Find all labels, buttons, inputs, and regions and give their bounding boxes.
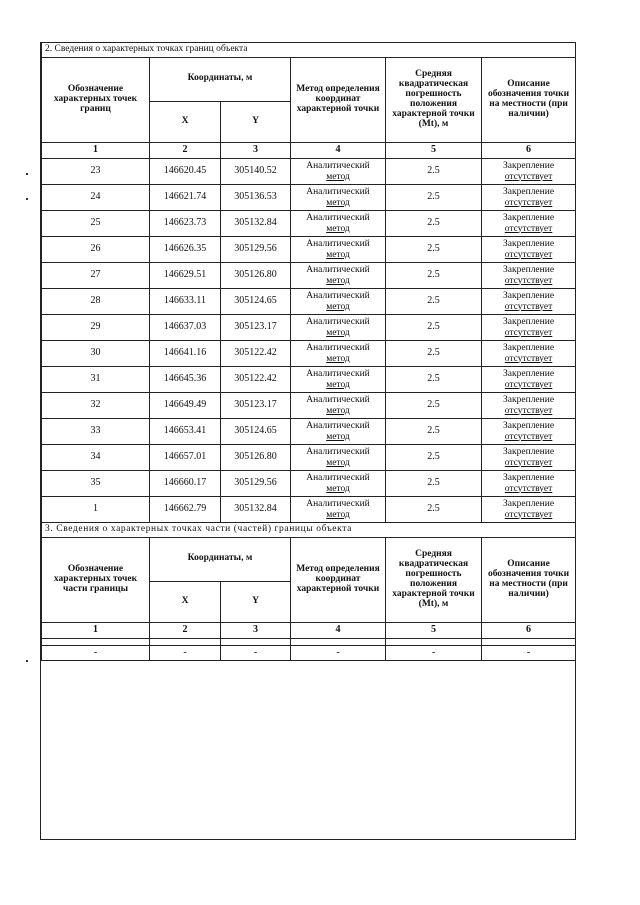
- method-cell: [291, 237, 386, 263]
- coord-y: 305140.52: [221, 159, 291, 185]
- description-line-2: отсутствует: [504, 379, 553, 390]
- header-designation-part: Обозначение характерных точек части границы: [42, 538, 150, 623]
- column-number: 1: [42, 623, 150, 639]
- dash-cell: -: [386, 646, 482, 661]
- description-line-2: отсутствует: [504, 249, 553, 260]
- mean-error: 2.5: [386, 211, 482, 237]
- coord-y: 305124.65: [221, 289, 291, 315]
- point-number: 24: [42, 185, 150, 211]
- method-line-2: метод: [326, 223, 350, 234]
- description-line-1: Закрепление: [503, 317, 555, 328]
- document-frame: [40, 42, 576, 840]
- header-y: Y: [221, 101, 291, 143]
- description-cell: [482, 445, 576, 471]
- table-row: [42, 185, 576, 211]
- coord-x: 146662.79: [150, 497, 221, 523]
- table-row: [42, 237, 576, 263]
- description-cell: [482, 159, 576, 185]
- description-line-1: Закрепление: [503, 421, 555, 432]
- description-line-1: Закрепление: [503, 447, 555, 458]
- column-number: 2: [150, 143, 221, 159]
- method-line-1: Аналитический: [306, 239, 370, 250]
- method-line-2: метод: [326, 275, 350, 286]
- method-line-1: Аналитический: [306, 343, 370, 354]
- mean-error: 2.5: [386, 445, 482, 471]
- method-line-1: Аналитический: [306, 473, 370, 484]
- method-cell: [291, 315, 386, 341]
- method-cell: [291, 341, 386, 367]
- table-row: [42, 211, 576, 237]
- coord-x: 146633.11: [150, 289, 221, 315]
- coord-y: 305122.42: [221, 341, 291, 367]
- table-row: [42, 419, 576, 445]
- description-line-2: отсутствует: [504, 509, 553, 520]
- boundary-points-table: [41, 43, 576, 661]
- description-cell: [482, 419, 576, 445]
- method-cell: [291, 497, 386, 523]
- description-line-2: отсутствует: [504, 275, 553, 286]
- coord-y: 305132.84: [221, 497, 291, 523]
- section2-header-row-1: [42, 58, 576, 102]
- method-line-1: Аналитический: [306, 369, 370, 380]
- description-line-1: Закрепление: [503, 291, 555, 302]
- description-line-2: отсутствует: [504, 197, 553, 208]
- section3-empty-row: [42, 639, 576, 646]
- point-number: 26: [42, 237, 150, 263]
- mean-error: 2.5: [386, 471, 482, 497]
- table-row: [42, 341, 576, 367]
- mean-error: 2.5: [386, 393, 482, 419]
- mean-error: 2.5: [386, 185, 482, 211]
- point-number: 34: [42, 445, 150, 471]
- coord-x: 146620.45: [150, 159, 221, 185]
- coord-x: 146645.36: [150, 367, 221, 393]
- mean-error: 2.5: [386, 367, 482, 393]
- coord-x: 146649.49: [150, 393, 221, 419]
- description-line-2: отсутствует: [504, 457, 553, 468]
- description-cell: [482, 341, 576, 367]
- method-line-1: Аналитический: [306, 265, 370, 276]
- scan-dot: [26, 660, 28, 662]
- method-line-2: метод: [326, 301, 350, 312]
- method-line-1: Аналитический: [306, 317, 370, 328]
- method-line-1: Аналитический: [306, 421, 370, 432]
- table-row: [42, 289, 576, 315]
- column-number: 2: [150, 623, 221, 639]
- method-cell: [291, 445, 386, 471]
- column-number: 3: [221, 143, 291, 159]
- coord-y: 305129.56: [221, 237, 291, 263]
- table-row: [42, 471, 576, 497]
- method-line-1: Аналитический: [306, 161, 370, 172]
- method-line-2: метод: [326, 197, 350, 208]
- method-line-1: Аналитический: [306, 187, 370, 198]
- dash-cell: -: [150, 646, 221, 661]
- mean-error: 2.5: [386, 497, 482, 523]
- method-line-1: Аналитический: [306, 395, 370, 406]
- method-line-1: Аналитический: [306, 499, 370, 510]
- mean-error: 2.5: [386, 263, 482, 289]
- coord-x: 146660.17: [150, 471, 221, 497]
- table-row: [42, 263, 576, 289]
- section3-title-row: [42, 523, 576, 538]
- section2-title-row: [42, 43, 576, 58]
- description-line-1: Закрепление: [503, 343, 555, 354]
- method-line-2: метод: [326, 379, 350, 390]
- section2-column-numbers: [42, 143, 576, 159]
- header-description-part: Описание обозначения точки на местности (при наличии): [482, 538, 576, 623]
- method-line-2: метод: [326, 483, 350, 494]
- column-number: 1: [42, 143, 150, 159]
- description-line-2: отсутствует: [504, 483, 553, 494]
- description-cell: [482, 237, 576, 263]
- section2-data-rows: [42, 159, 576, 523]
- method-cell: [291, 471, 386, 497]
- dash-cell: -: [221, 646, 291, 661]
- point-number: 32: [42, 393, 150, 419]
- column-number: 6: [482, 143, 576, 159]
- description-line-1: Закрепление: [503, 239, 555, 250]
- column-number: 5: [386, 623, 482, 639]
- mean-error: 2.5: [386, 341, 482, 367]
- method-line-2: метод: [326, 405, 350, 416]
- column-number: 4: [291, 143, 386, 159]
- coord-x: 146657.01: [150, 445, 221, 471]
- coord-y: 305129.56: [221, 471, 291, 497]
- point-number: 29: [42, 315, 150, 341]
- coord-x: 146641.16: [150, 341, 221, 367]
- method-cell: [291, 263, 386, 289]
- table-row: [42, 315, 576, 341]
- dash-cell: -: [42, 646, 150, 661]
- description-line-1: Закрепление: [503, 161, 555, 172]
- coord-y: 305126.80: [221, 263, 291, 289]
- column-number: 3: [221, 623, 291, 639]
- method-cell: [291, 367, 386, 393]
- header-x-part: X: [150, 581, 221, 623]
- coord-x: 146637.03: [150, 315, 221, 341]
- mean-error: 2.5: [386, 289, 482, 315]
- mean-error: 2.5: [386, 159, 482, 185]
- header-error-part: Средняя квадратическая погрешность положения характерной точки (Mt), м: [386, 538, 482, 623]
- description-line-1: Закрепление: [503, 187, 555, 198]
- description-line-1: Закрепление: [503, 265, 555, 276]
- header-method-part: Метод определения координат характерной точки: [291, 538, 386, 623]
- section3-header-row-1: [42, 538, 576, 582]
- method-line-2: метод: [326, 353, 350, 364]
- point-number: 27: [42, 263, 150, 289]
- description-line-1: Закрепление: [503, 473, 555, 484]
- header-coordinates-part: Координаты, м: [150, 538, 291, 582]
- description-cell: [482, 263, 576, 289]
- scan-dot: [26, 198, 28, 200]
- method-line-2: метод: [326, 457, 350, 468]
- method-line-2: метод: [326, 249, 350, 260]
- coord-y: 305136.53: [221, 185, 291, 211]
- description-line-2: отсутствует: [504, 405, 553, 416]
- method-line-2: метод: [326, 431, 350, 442]
- dash-cell: -: [291, 646, 386, 661]
- description-line-2: отсутствует: [504, 301, 553, 312]
- section3-dash-row: [42, 646, 576, 661]
- table-row: [42, 159, 576, 185]
- description-cell: [482, 367, 576, 393]
- coord-y: 305124.65: [221, 419, 291, 445]
- coord-y: 305122.42: [221, 367, 291, 393]
- method-cell: [291, 419, 386, 445]
- point-number: 33: [42, 419, 150, 445]
- description-cell: [482, 185, 576, 211]
- dash-cell: -: [482, 646, 576, 661]
- header-designation: Обозначение характерных точек границ: [42, 58, 150, 143]
- header-coordinates: Координаты, м: [150, 58, 291, 102]
- method-line-2: метод: [326, 327, 350, 338]
- point-number: 30: [42, 341, 150, 367]
- coord-y: 305123.17: [221, 393, 291, 419]
- column-number: 4: [291, 623, 386, 639]
- table-row: [42, 393, 576, 419]
- coord-x: 146626.35: [150, 237, 221, 263]
- mean-error: 2.5: [386, 237, 482, 263]
- description-line-2: отсутствует: [504, 223, 553, 234]
- description-line-1: Закрепление: [503, 369, 555, 380]
- coord-x: 146621.74: [150, 185, 221, 211]
- method-cell: [291, 185, 386, 211]
- table-row: [42, 445, 576, 471]
- method-line-1: Аналитический: [306, 291, 370, 302]
- description-line-1: Закрепление: [503, 499, 555, 510]
- header-error: Средняя квадратическая погрешность положения характерной точки (Mt), м: [386, 58, 482, 143]
- column-number: 6: [482, 623, 576, 639]
- description-line-1: Закрепление: [503, 213, 555, 224]
- method-cell: [291, 159, 386, 185]
- point-number: 23: [42, 159, 150, 185]
- method-cell: [291, 393, 386, 419]
- mean-error: 2.5: [386, 315, 482, 341]
- point-number: 35: [42, 471, 150, 497]
- header-y-part: Y: [221, 581, 291, 623]
- coord-x: 146629.51: [150, 263, 221, 289]
- header-x: X: [150, 101, 221, 143]
- coord-y: 305126.80: [221, 445, 291, 471]
- section2-title: 2. Сведения о характерных точках границ объекта: [42, 43, 576, 58]
- method-line-2: метод: [326, 509, 350, 520]
- description-line-2: отсутствует: [504, 353, 553, 364]
- method-cell: [291, 289, 386, 315]
- point-number: 28: [42, 289, 150, 315]
- section3-title: 3. Сведения о характерных точках части (частей) границы объекта: [42, 523, 576, 538]
- table-row: [42, 367, 576, 393]
- description-line-2: отсутствует: [504, 431, 553, 442]
- table-row: [42, 497, 576, 523]
- description-line-2: отсутствует: [504, 327, 553, 338]
- coord-y: 305132.84: [221, 211, 291, 237]
- point-number: 25: [42, 211, 150, 237]
- description-cell: [482, 315, 576, 341]
- header-method: Метод определения координат характерной точки: [291, 58, 386, 143]
- point-number: 31: [42, 367, 150, 393]
- description-cell: [482, 471, 576, 497]
- column-number: 5: [386, 143, 482, 159]
- description-cell: [482, 497, 576, 523]
- coord-y: 305123.17: [221, 315, 291, 341]
- method-line-1: Аналитический: [306, 447, 370, 458]
- coord-x: 146623.73: [150, 211, 221, 237]
- coord-x: 146653.41: [150, 419, 221, 445]
- method-line-1: Аналитический: [306, 213, 370, 224]
- method-line-2: метод: [326, 171, 350, 182]
- method-cell: [291, 211, 386, 237]
- description-cell: [482, 289, 576, 315]
- header-description: Описание обозначения точки на местности (при наличии): [482, 58, 576, 143]
- section3-column-numbers: [42, 623, 576, 639]
- description-cell: [482, 211, 576, 237]
- point-number: 1: [42, 497, 150, 523]
- mean-error: 2.5: [386, 419, 482, 445]
- scan-dot: [26, 173, 28, 175]
- description-line-2: отсутствует: [504, 171, 553, 182]
- description-cell: [482, 393, 576, 419]
- description-line-1: Закрепление: [503, 395, 555, 406]
